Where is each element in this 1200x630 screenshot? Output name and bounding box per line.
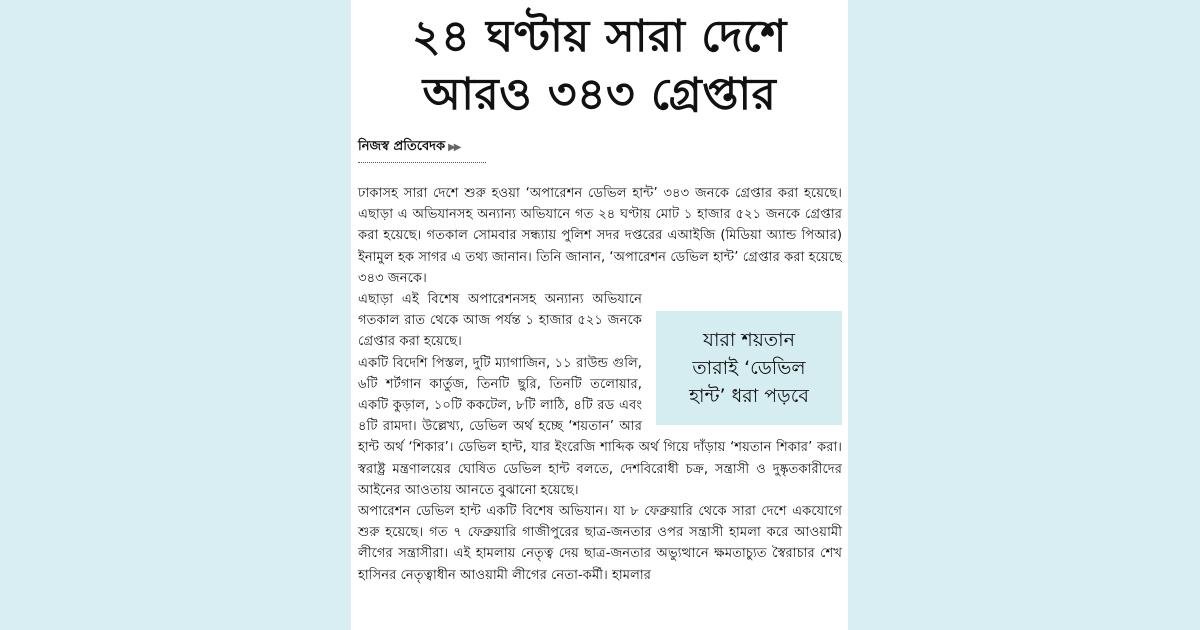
pull-quote	[656, 311, 842, 425]
pull-quote-line-3: হান্ট’ ধরা পড়বে	[689, 385, 809, 408]
article-paragraph-2: এছাড়া এই বিশেষ অপারেশনসহ অন্যান্য অভিযানে গতকাল রাত থেকে আজ পর্যন্ত ১ হাজার ৫২১ জনকে গ্রেপ্তার করা হয়েছে।	[358, 292, 642, 350]
article-paragraph-3: একটি বিদেশি পিস্তল, দুটি ম্যাগাজিন, ১১ রাউন্ড গুলি, ৬টি শর্টগান কার্তুজ, তিনটি ছুরি, তিনটি তলোয়ার, একটি কুড়াল, ১০টি ককটেল, ৮টি লাঠি, ৪টি রড এবং ৪টি রামদা। উল্লেখ্য, ডেভিল অর্থ হচ্ছে ‘শয়তান’ আর হান্ট অর্থ ‘শিকার’। ডেভিল হান্ট, যার ইংরেজি শাব্দিক অর্থ গিয়ে দাঁড়ায় ‘শয়তান শিকার’ করা। স্বরাষ্ট্র মন্ত্রণালয়ের ঘোষিত ডেভিল হান্ট বলতে, দেশবিরোধী চক্র, সন্ত্রাসী ও দুষ্কৃতকারীদের আইনের আওতায় আনতে বুঝানো হয়েছে।	[358, 355, 842, 498]
headline-line-2: আরও ৩৪৩ গ্রেপ্তার	[422, 69, 777, 120]
article-paragraph-1: ঢাকাসহ সারা দেশে শুরু হওয়া ‘অপারেশন ডেভিল হান্ট’ ৩৪৩ জনকে গ্রেপ্তার করা হয়েছে। এছাড়া এ অভিযানসহ অন্যান্য অভিযানে গত ২৪ ঘণ্টায় মোট ১ হাজার ৫২১ জনকে গ্রেপ্তার করা হয়েছে। গতকাল সোমবার সন্ধ্যায় পুলিশ সদর দপ্তরের এআইজি (মিডিয়া অ্যান্ড পিআর) ইনামুল হক সাগর এ তথ্য জানান। তিনি জানান, ‘অপারেশন ডেভিল হান্ট’ গ্রেপ্তার করা হয়েছে ৩৪৩ জনকে।	[358, 186, 842, 286]
byline	[358, 137, 486, 163]
pull-quote-line-1: যারা শয়তান	[703, 329, 795, 352]
byline-arrow-icon: ▶▶	[448, 142, 460, 153]
article-body	[358, 183, 842, 586]
headline-line-1: ২৪ ঘণ্টায় সারা দেশে	[412, 11, 787, 62]
article-paragraph-4: অপারেশন ডেভিল হান্ট একটি বিশেষ অভিযান। যা ৮ ফেব্রুয়ারি থেকে সারা দেশে একযোগে শুরু হয়েছে। গত ৭ ফেব্রুয়ারি গাজীপুরের ছাত্র-জনতার ওপর সন্ত্রাসী হামলা করে আওয়ামী লীগের সন্ত্রাসীরা। এই হামলায় নেতৃত্ব দেয় ছাত্র-জনতার অভ্যুত্থানে ক্ষমতাচ্যুত স্বৈরাচার শেখ হাসিনর নেতৃত্বাধীন আওয়ামী লীগের নেতা-কর্মী। হামলার	[358, 504, 842, 583]
headline	[351, 8, 848, 124]
pull-quote-line-2: তারাই ‘ডেভিল	[692, 357, 806, 380]
byline-text: নিজস্ব প্রতিবেদক	[358, 139, 446, 154]
newspaper-clipping	[351, 0, 848, 630]
